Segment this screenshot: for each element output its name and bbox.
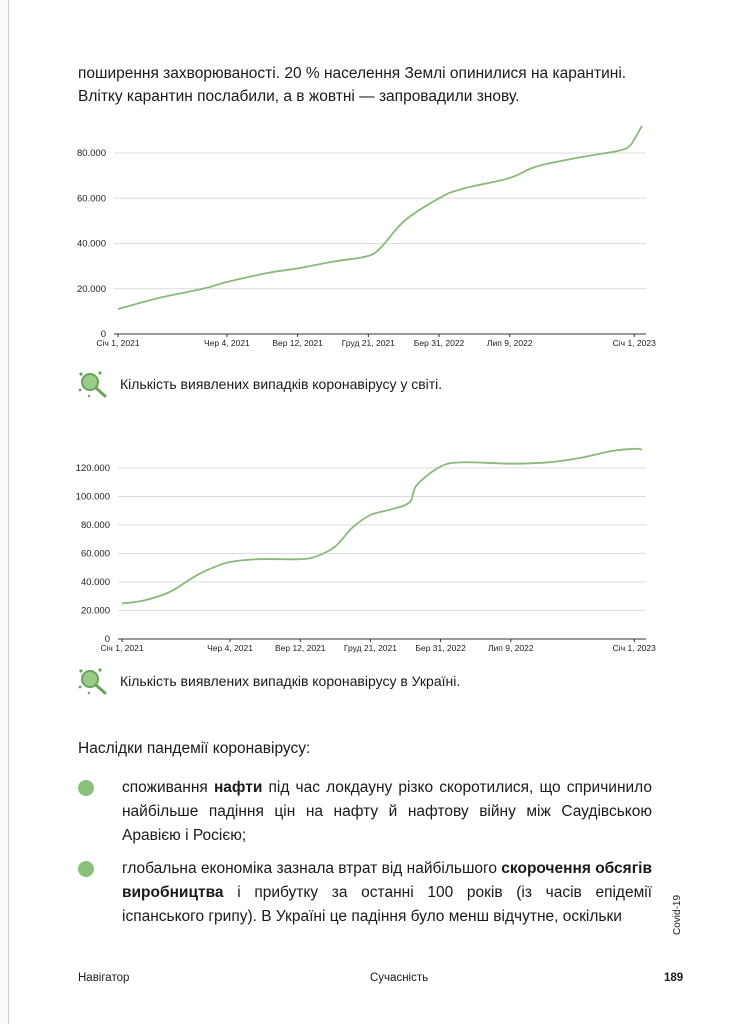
ukraine-chart-caption — [78, 667, 460, 695]
consequences-heading: Наслідки пандемії коронавірусу: — [78, 740, 311, 757]
ukraine-cases-chart — [60, 435, 660, 660]
world-caption-text: Кількість виявлених випадків коронавірусу у світі. — [120, 376, 443, 392]
y-tick-label: 0 — [104, 634, 110, 645]
x-tick-label: Лип 9, 2022 — [486, 338, 533, 348]
magnifier-virus-icon — [78, 370, 108, 398]
footer-page-number: 189 — [664, 972, 684, 984]
side-label-wrap — [672, 894, 712, 946]
footer-center: Сучасність — [370, 972, 429, 984]
world-cases-chart — [60, 110, 660, 355]
page-edge — [0, 0, 9, 1024]
bullet-production-pre: глобальна економіка зазнала втрат від найбільшого — [122, 860, 502, 877]
footer-left: Навігатор — [78, 972, 130, 984]
x-tick-label: Чер 4, 2021 — [203, 338, 250, 348]
y-tick-label: 100.000 — [75, 491, 110, 503]
world-chart-caption — [78, 370, 442, 398]
x-tick-label: Чер 4, 2021 — [207, 643, 253, 653]
bullet-production-post: і прибутку за останні 100 років (із часів епідемії іспанського грипу). В Україні це падіння було менш відчутне, оскільки — [122, 884, 652, 925]
x-tick-label: Січ 1, 2021 — [96, 338, 140, 348]
bullet-oil-pre: споживання — [122, 779, 214, 796]
x-tick-label: Бер 31, 2022 — [413, 338, 465, 348]
intro-text — [78, 62, 678, 108]
x-tick-label: Груд 21, 2021 — [341, 338, 395, 348]
side-section-label: Covid-19 — [672, 894, 683, 935]
bullet-production-text — [122, 857, 652, 929]
y-tick-label: 80.000 — [76, 148, 106, 159]
series-line — [122, 449, 642, 604]
bullet-oil — [78, 776, 658, 848]
y-tick-label: 20.000 — [76, 283, 106, 295]
intro-line-2: Влітку карантин послабили, а в жовтні — запровадили знову. — [78, 88, 520, 105]
bullet-oil-post: під час локдауну різко скоротилися, що спричинило найбільше падіння цін на нафту й нафтову війну між Саудівською Аравією і Росією; — [122, 779, 653, 844]
x-tick-label: Вер 12, 2021 — [272, 338, 323, 348]
bullet-dot — [78, 780, 94, 796]
magnifier-virus-icon — [78, 667, 108, 695]
y-tick-label: 60.000 — [76, 193, 106, 205]
x-tick-label: Бер 31, 2022 — [415, 643, 466, 653]
bullet-dot — [78, 861, 94, 877]
bullet-production — [78, 857, 658, 929]
bullet-oil-text — [122, 776, 652, 848]
bullet-production-bold: скорочення обсягів виробництва — [122, 860, 652, 901]
intro-line-1: поширення захворюваності. 20 % населення Землі опинилися на карантині. — [78, 65, 627, 82]
y-tick-label: 0 — [100, 329, 106, 340]
y-tick-label: 120.000 — [75, 463, 110, 474]
bullet-oil-bold: нафти — [213, 779, 263, 796]
x-tick-label: Груд 21, 2021 — [343, 643, 397, 653]
x-tick-label: Січ 1, 2021 — [100, 643, 144, 653]
x-tick-label: Вер 12, 2021 — [274, 643, 326, 653]
x-tick-label: Січ 1, 2023 — [612, 338, 656, 348]
y-tick-label: 40.000 — [76, 238, 106, 250]
y-tick-label: 80.000 — [80, 520, 110, 531]
y-tick-label: 60.000 — [80, 548, 110, 560]
ukraine-caption-text: Кількість виявлених випадків коронавірусу в Україні. — [120, 673, 461, 689]
x-tick-label: Лип 9, 2022 — [487, 643, 534, 653]
y-tick-label: 40.000 — [80, 577, 110, 588]
x-tick-label: Січ 1, 2023 — [612, 643, 656, 653]
y-tick-label: 20.000 — [80, 605, 110, 617]
